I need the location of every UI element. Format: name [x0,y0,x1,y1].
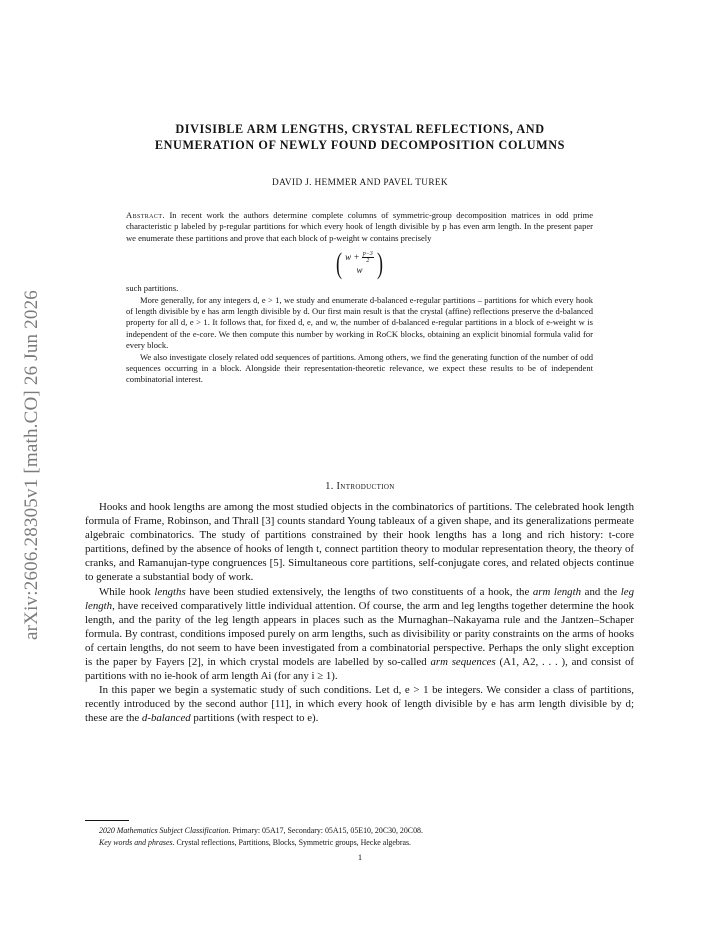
emphasis-lengths: lengths [154,585,186,598]
section-number: 1. [325,481,334,492]
abstract-paragraph-3: We also investigate closely related odd sequences of partitions. Among others, we find the generating function of the number of odd sequences occurring in a block. Alongside their representation-theoretic relevance, we expect these results to be of independent combinatorial interest. [126,351,593,385]
body-text: , have received comparatively little individual attention. Of course, the arm and leg lengths together determine the hook length, and the parity of the leg length appears in places such as the Murnaghan–Nakayama rule and the Jantzen–Schaper formula. By contrast, conditions imposed purely on arm lengths, such as divisibility or parity constraints on the arms of hooks of certain lengths, do not seem to have been investigated from a combinatorial perspective. Perhaps the only slight exception is the paper by Fayers [2], in which crystal models are labelled by so-called [85,599,634,669]
left-paren: ( [336,247,343,281]
title-line-2: ENUMERATION OF NEWLY FOUND DECOMPOSITION COLUMNS [154,138,566,152]
page-number: 1 [357,852,363,862]
abstract-text-1: In recent work the authors determine complete columns of symmetric-group decomposition matrices in odd prime characteristic p labeled by p-regular partitions for which every hook of length divisible by p has even arm length. In the present paper we enumerate these partitions and prove that each block of p-weight w contains precisely [126,210,594,243]
body-paragraph-1: Hooks and hook lengths are among the most studied objects in the combinatorics of partitions. The celebrated hook length formula of Frame, Robinson, and Thrall [3] counts standard Young tableaux of a given shape, and its generalizations permeate algebraic combinatorics. The study of partitions constrained by their hook lengths has a long and rich history: t-core partitions, defined by the absence of hooks of length t, connect partition theory to modular representation theory, the theory of cranks, and Ramanujan-type congruences [5]. Simultaneous core partitions, self-conjugate cores, and related objects continue to generate a substantial body of work. [85,501,634,584]
binomial-formula [126,245,593,283]
emphasis-arm-length: arm length [532,585,582,598]
binomial-stack [344,251,375,277]
body-text: While hook [99,585,155,598]
body-text: have been studied extensively, the lengths of two constituents of a hook, the [185,585,533,598]
fraction-denominator: 2 [366,258,370,265]
body-text: In this paper we begin a systematic study of such conditions. Let d, e > 1 be integers. We consider a class of partitions, recently introduced by the second author [11], in which every hook of length divisible by e has arm length divisible by d; these are the [85,684,634,725]
footnote-rule [85,820,129,821]
keywords-text: Crystal reflections, Partitions, Blocks, Symmetric groups, Hecke algebras. [174,838,411,847]
title-line-1: DIVISIBLE ARM LENGTHS, CRYSTAL REFLECTIONS, AND [175,122,545,136]
abstract-paragraph-2: More generally, for any integers d, e > 1, we study and enumerate d-balanced e-regular partitions – partitions for which every hook of length divisible by e has arm length divisible by d. Our first main result is that the crystal (affine) reflections preserve the d-balanced property for all d, e > 1. It follows that, for fixed d, e, and w, the number of d-balanced e-regular partitions in a block of e-weight w is independent of the e-core. We then compute this number by working in RoCK blocks, obtaining an explicit binomial formula valid for every block. [126,294,593,351]
fraction-numerator: p−3 [362,251,373,258]
body-text: and the [581,585,621,598]
body-paragraph-2 [85,585,634,684]
msc-classification [85,825,634,837]
introduction-body [85,500,634,726]
body-text: partitions (with respect to e). [190,712,319,725]
emphasis-arm-sequences: arm sequences [430,656,496,669]
section-title: Introduction [336,481,395,492]
msc-text: Primary: 05A17, Secondary: 05A15, 05E10, 20C30, 20C08. [230,826,423,835]
keywords [85,837,634,849]
section-heading [100,481,620,492]
binomial-fraction [362,251,374,264]
body-text: (A1, A2, . . . ), and consist of partitions with no ie-hook of arm length Ai (for any i ≥ 1). [85,656,635,683]
abstract-after-formula: such partitions. [126,283,179,294]
keywords-label: Key words and phrases. [99,838,175,847]
emphasis-leg-length: leg length [85,585,634,612]
emphasis-d-balanced: d-balanced [141,712,191,725]
footnotes [85,825,634,849]
binomial-top-prefix: w + [345,252,360,262]
msc-label: 2020 Mathematics Subject Classification. [99,826,231,835]
right-paren: ) [376,247,383,281]
arxiv-identifier-stamp: arXiv:2606.28305v1 [math.CO] 26 Jun 2026 [21,290,42,640]
body-paragraph-3 [85,683,634,725]
binomial-bottom: w [356,265,363,276]
abstract-label: Abstract. [126,210,165,220]
binomial-top [345,251,374,264]
abstract [126,210,593,386]
paper-title [100,121,620,153]
author-names: DAVID J. HEMMER AND PAVEL TUREK [272,178,448,188]
abstract-paragraph-1 [126,210,593,244]
